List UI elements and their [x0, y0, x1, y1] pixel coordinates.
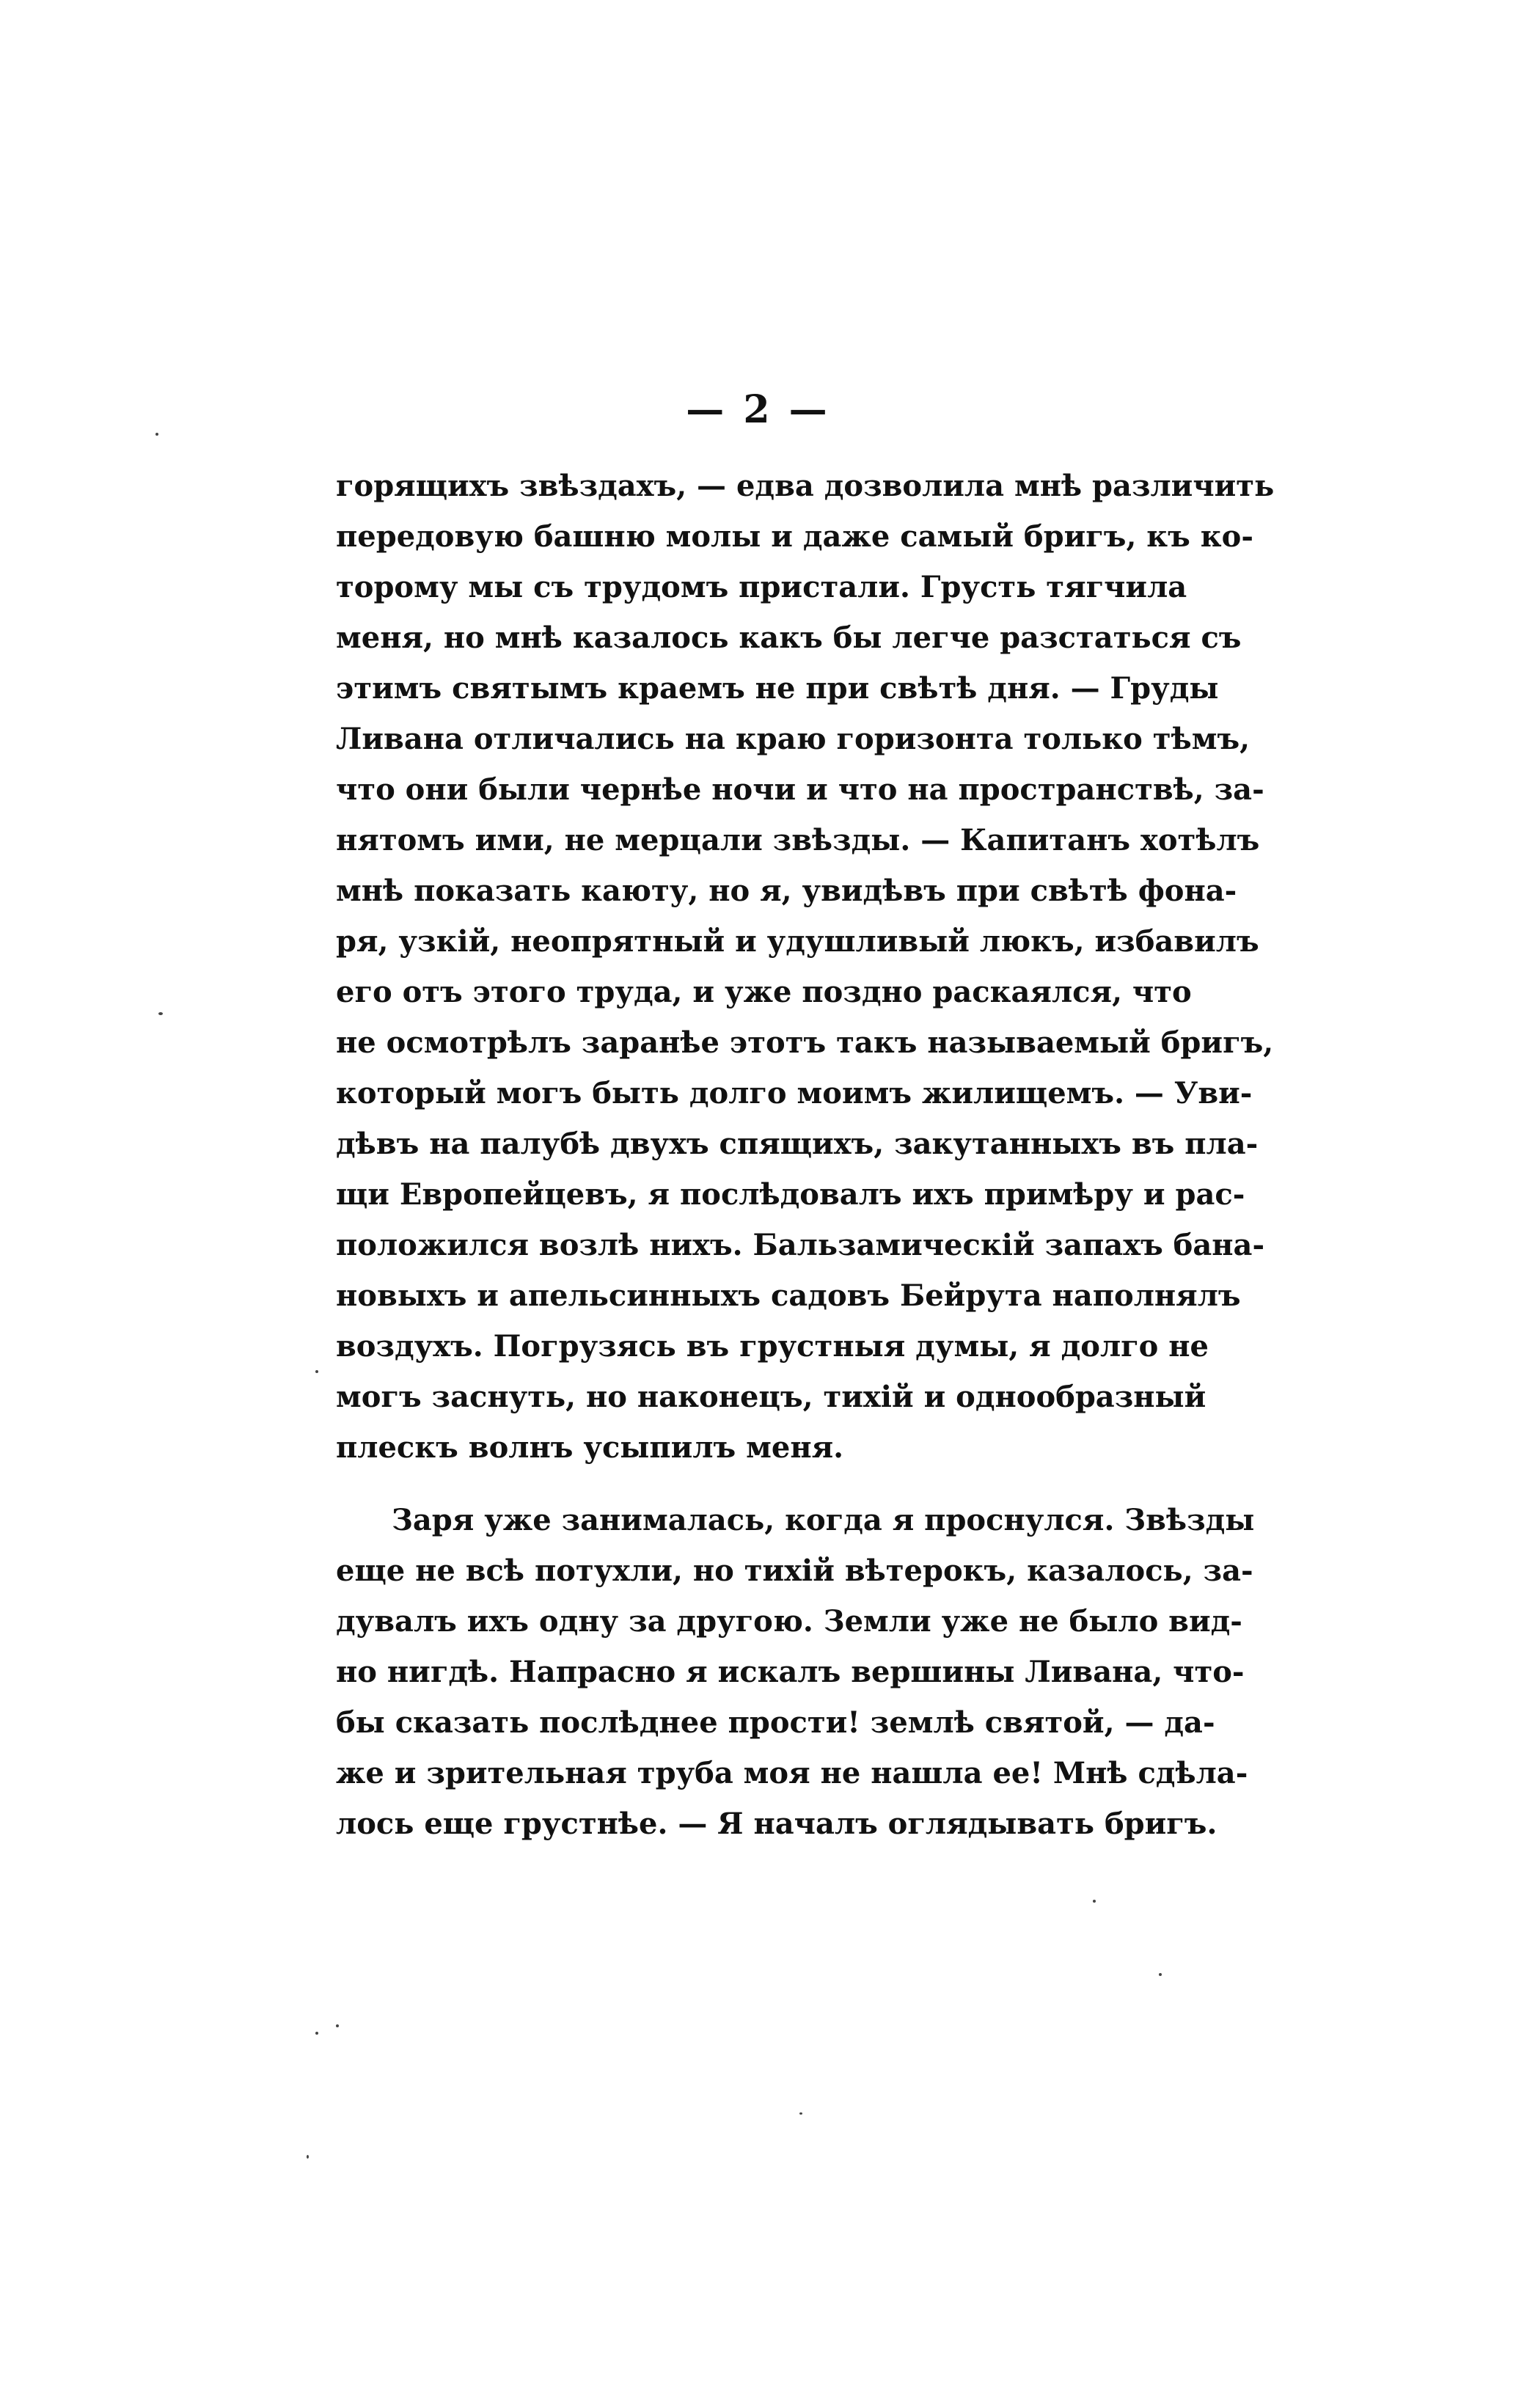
text-line: торому мы съ трудомъ пристали. Грусть тягчила [336, 570, 1187, 604]
scan-speck [1159, 1973, 1162, 1976]
text-line: его отъ этого труда, и уже поздно раскаялся, что [336, 975, 1192, 1009]
page-number: — 2 — [686, 387, 830, 432]
scan-speck [155, 433, 158, 436]
text-line: плескъ волнъ усыпилъ меня. [336, 1430, 844, 1465]
text-line: Ливана отличались на краю горизонта только тѣмъ, [336, 722, 1250, 756]
text-line: новыхъ и апельсинныхъ садовъ Бейрута наполнялъ [336, 1278, 1241, 1313]
text-line: Заря уже занималась, когда я проснулся. Звѣзды [392, 1503, 1255, 1537]
scan-speck [307, 2155, 309, 2159]
text-line: меня, но мнѣ казалось какъ бы легче разстаться съ [336, 621, 1242, 655]
text-line: щи Европейцевъ, я послѣдовалъ ихъ примѣру и рас- [336, 1177, 1245, 1212]
text-line: горящихъ звѣздахъ, — едва дозволила мнѣ различить [336, 469, 1275, 503]
text-line: нятомъ ими, не мерцали звѣзды. — Капитанъ хотѣлъ [336, 823, 1260, 857]
scan-speck [315, 1370, 318, 1373]
scan-speck [336, 2024, 339, 2027]
text-line: положился возлѣ нихъ. Бальзамическій запахъ бана- [336, 1228, 1265, 1262]
scan-speck [1093, 1900, 1096, 1903]
text-line: этимъ святымъ краемъ не при свѣтѣ дня. — Груды [336, 671, 1219, 706]
text-line: же и зрительная труба моя не нашла ее! Мнѣ сдѣла- [336, 1756, 1248, 1790]
text-line: не осмотрѣлъ заранѣе этотъ такъ называемый бригъ, [336, 1025, 1274, 1060]
text-line: лось еще грустнѣе. — Я началъ оглядывать бригъ. [336, 1807, 1217, 1841]
text-line: дѣвъ на палубѣ двухъ спящихъ, закутанныхъ въ пла- [336, 1127, 1259, 1161]
text-line: что они были чернѣе ночи и что на пространствѣ, за- [336, 772, 1264, 807]
scan-speck [799, 2112, 802, 2115]
text-line: еще не всѣ потухли, но тихій вѣтерокъ, казалось, за- [336, 1554, 1253, 1588]
text-line: ря, узкій, неопрятный и удушливый люкъ, избавилъ [336, 924, 1259, 959]
text-line: дувалъ ихъ одну за другою. Земли уже не было вид- [336, 1604, 1242, 1639]
paragraph-2 [336, 1495, 1255, 1849]
paragraph-1 [336, 461, 1275, 1473]
scan-speck [315, 2032, 318, 2035]
text-line: воздухъ. Погрузясь въ грустныя думы, я долго не [336, 1329, 1209, 1364]
text-line: но нигдѣ. Напрасно я искалъ вершины Ливана, что- [336, 1655, 1245, 1689]
text-line: который могъ быть долго моимъ жилищемъ. — Уви- [336, 1076, 1253, 1110]
text-line: мнѣ показать каюту, но я, увидѣвъ при свѣтѣ фона- [336, 874, 1237, 908]
scan-speck [158, 1012, 163, 1015]
text-line: могъ заснуть, но наконецъ, тихій и однообразный [336, 1380, 1206, 1414]
text-line: передовую башню молы и даже самый бригъ, къ ко- [336, 519, 1253, 554]
text-line: бы сказать послѣднее прости! землѣ святой, — да- [336, 1705, 1215, 1740]
